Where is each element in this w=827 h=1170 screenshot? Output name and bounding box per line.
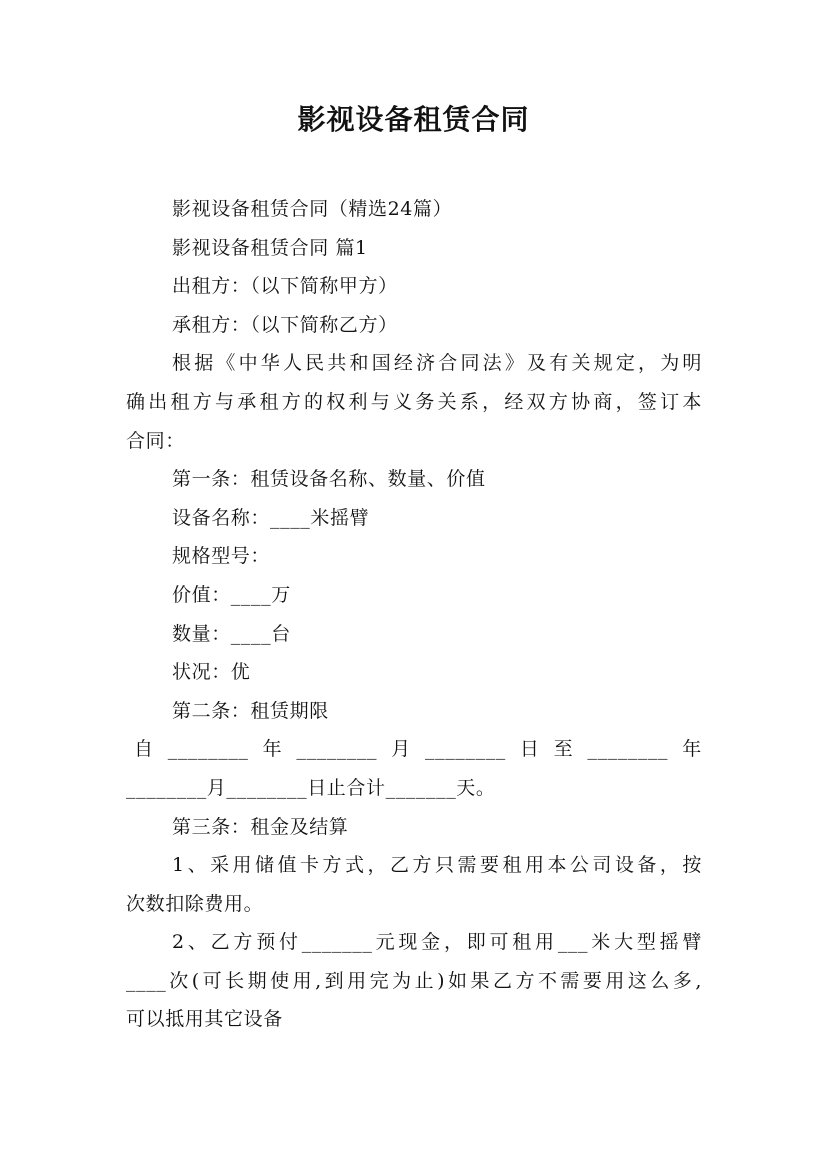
blank-field: ________ xyxy=(167,738,249,761)
paragraph-line: 价值：____万 xyxy=(172,583,291,606)
paragraph-line: 第二条：租赁期限 xyxy=(172,699,329,722)
paragraph-line: 第一条：租赁设备名称、数量、价值 xyxy=(172,468,486,491)
paragraph-line: 规格型号： xyxy=(172,545,271,568)
paragraph-line: 次数扣除费用。 xyxy=(126,892,264,915)
date-word: 至 xyxy=(553,738,574,761)
paragraph-line: 影视设备租赁合同 篇1 xyxy=(172,236,368,259)
date-word: 年 xyxy=(262,738,283,761)
paragraph-line: 承租方：（以下简称乙方） xyxy=(172,313,398,336)
date-word: 年 xyxy=(682,738,702,761)
paragraph-line: 数量：____台 xyxy=(172,622,291,645)
paragraph-line: 确出租方与承租方的权利与义务关系，经双方协商，签订本 xyxy=(126,390,702,413)
paragraph-line: 第三条：租金及结算 xyxy=(172,815,349,838)
date-word: 自 xyxy=(134,738,154,761)
paragraph-line: 出租方：（以下简称甲方） xyxy=(172,275,398,298)
blank-field: ________ xyxy=(587,738,669,761)
blank-field: ________ xyxy=(296,738,378,761)
blank-field: ________ xyxy=(425,738,506,761)
paragraph-line: 2、乙方预付_______元现金，即可租用___米大型摇臂 xyxy=(172,931,702,954)
paragraph-line: 设备名称：____米摇臂 xyxy=(172,506,370,529)
document-body xyxy=(126,190,702,1039)
paragraph-line: ________月________日止合计_______天。 xyxy=(126,776,496,799)
rental-period-date-line xyxy=(126,730,702,769)
paragraph-line: 根据《中华人民共和国经济合同法》及有关规定，为明 xyxy=(172,352,702,375)
date-word: 日 xyxy=(519,738,540,761)
paragraph-line: 影视设备租赁合同（精选24篇） xyxy=(172,198,453,220)
paragraph-line: 状况：优 xyxy=(172,661,251,684)
paragraph-group-before xyxy=(126,190,702,730)
paragraph-line: 1、采用储值卡方式，乙方只需要租用本公司设备，按 xyxy=(172,854,702,877)
paragraph-line: 合同： xyxy=(126,429,185,452)
paragraph-line: 可以抵用其它设备 xyxy=(126,1008,283,1031)
document-title: 影视设备租赁合同 xyxy=(297,103,530,136)
paragraph-line: ____次(可长期使用,到用完为止)如果乙方不需要用这么多, xyxy=(126,969,702,992)
paragraph-group-after xyxy=(126,769,702,1039)
date-word: 月 xyxy=(391,738,411,761)
